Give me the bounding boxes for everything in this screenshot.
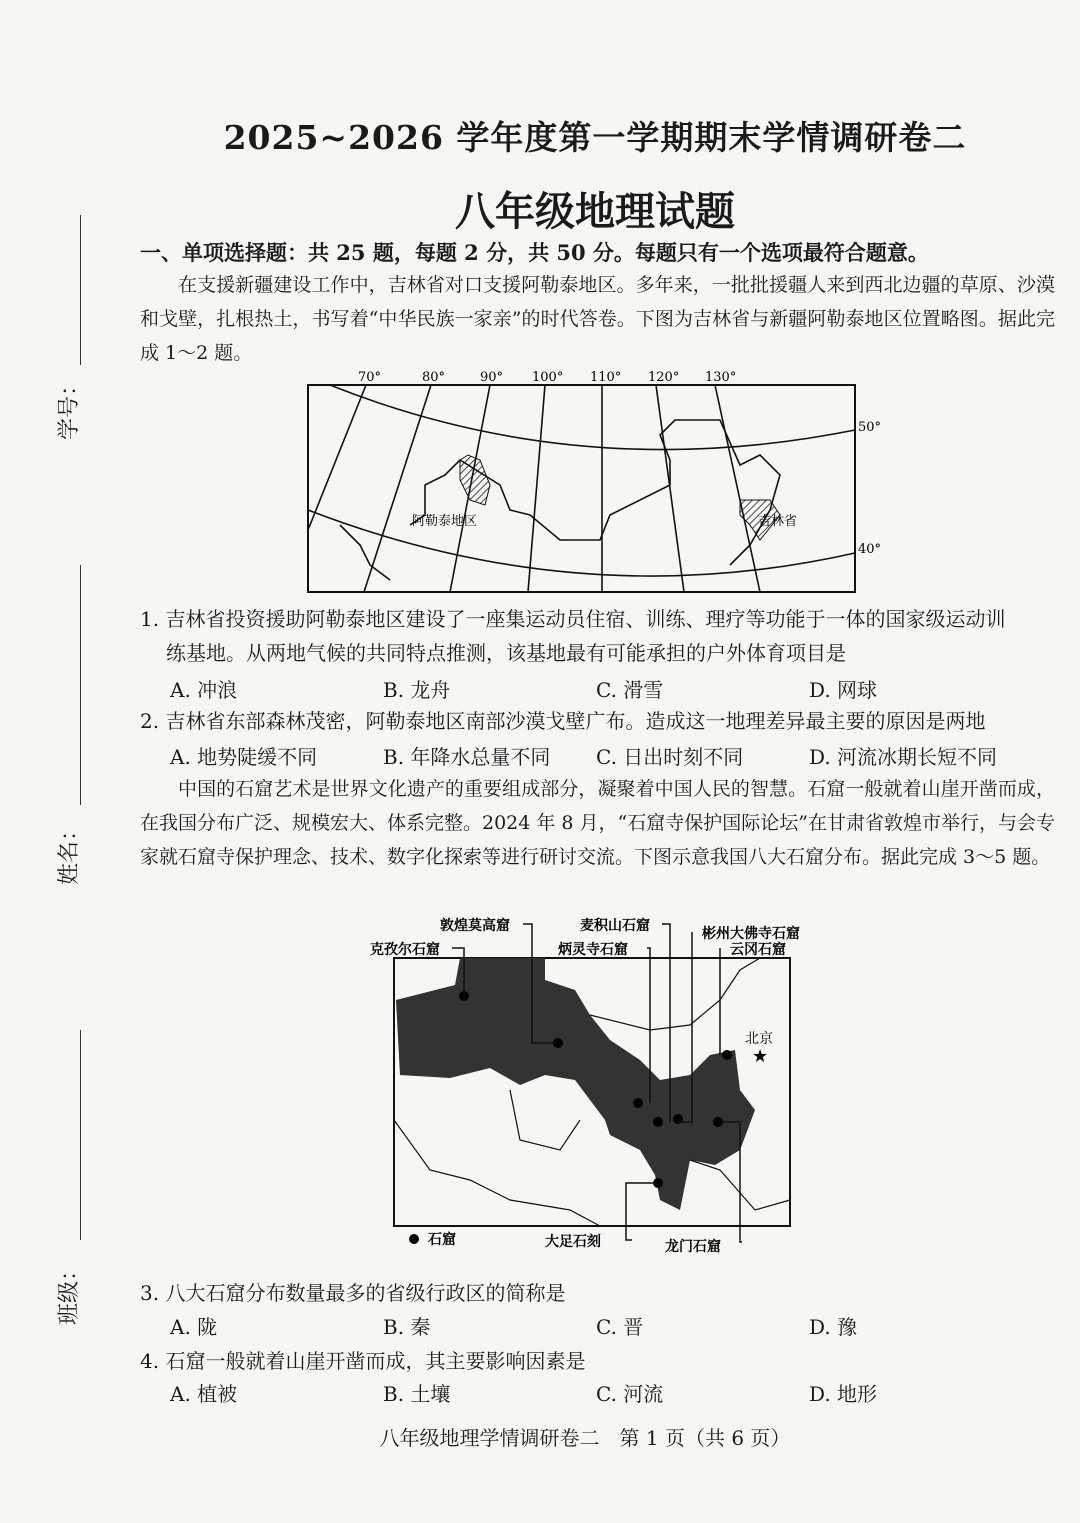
- label-maijishan: 麦积山石窟: [580, 918, 650, 934]
- question-4: [140, 1344, 1055, 1378]
- beijing-star-icon: ★: [752, 1046, 769, 1067]
- question-3: [140, 1276, 1055, 1310]
- lon-label: 110°: [590, 370, 622, 385]
- question-1-options: [170, 674, 1050, 703]
- question-3-options: [170, 1311, 1050, 1340]
- label-dazu: 大足石刻: [545, 1234, 601, 1250]
- jilin-label: 吉林省: [758, 514, 798, 529]
- label-binzhou: 彬州大佛寺石窟: [702, 926, 800, 942]
- lat-label: 40°: [858, 542, 882, 557]
- passage-1: 在支援新疆建设工作中，吉林省对口支援阿勒泰地区。多年来，一批批援疆人来到西北边疆的草原、沙漠和戈壁，扎根热土，书写着“中华民族一家亲”的时代答卷。下图为吉林省与新疆阿勒泰地区位置略图。据此完成 1～2 题。: [140, 274, 1055, 364]
- label-kizil: 克孜尔石窟: [370, 942, 440, 958]
- question-2-options: [170, 741, 1050, 770]
- passage-2: 中国的石窟艺术是世界文化遗产的重要组成部分，凝聚着中国人民的智慧。石窟一般就着山崖开凿而成，在我国分布广泛、规模宏大、体系完整。2024 年 8 月，“石窟寺保护国际论坛”在甘肃省敦煌市举行，与会专家就石窟寺保护理念、技术、数字化探索等进行研讨交流。下图示意我国八大石窟分布。据此完成 3～5 题。: [140, 778, 1055, 868]
- class-label: 班级：: [57, 1258, 82, 1325]
- lon-label: 120°: [648, 370, 680, 385]
- option-a[interactable]: A. 地势陡缓不同: [170, 745, 318, 769]
- option-a[interactable]: A. 陇: [170, 1315, 218, 1339]
- label-longmen: 龙门石窟: [665, 1239, 721, 1255]
- lon-label: 70°: [358, 370, 382, 385]
- legend-grotto: 石窟: [428, 1232, 456, 1248]
- question-1: [140, 602, 1055, 670]
- question-stem: 1. 吉林省投资援助阿勒泰地区建设了一座集运动员住宿、训练、理疗等功能于一体的国家级运动训: [140, 607, 1006, 631]
- student-id-label: 学号：: [57, 373, 82, 440]
- option-b[interactable]: B. 龙舟: [383, 678, 451, 702]
- question-stem: 3. 八大石窟分布数量最多的省级行政区的简称是: [140, 1281, 566, 1305]
- question-2: [140, 704, 1055, 738]
- altay-label: 阿勒泰地区: [412, 514, 478, 529]
- binding-line: [80, 1030, 81, 1240]
- lon-label: 130°: [705, 370, 737, 385]
- exam-title: 2025~2026 学年度第一学期期末学情调研卷二: [223, 118, 967, 157]
- option-d[interactable]: D. 地形: [809, 1382, 878, 1406]
- exam-subtitle: 八年级地理试题: [455, 188, 735, 235]
- lon-label: 90°: [480, 370, 504, 385]
- label-beijing: 北京: [745, 1031, 773, 1047]
- option-c[interactable]: C. 滑雪: [596, 678, 664, 702]
- option-b[interactable]: B. 土壤: [383, 1382, 451, 1406]
- question-stem: 2. 吉林省东部森林茂密，阿勒泰地区南部沙漠戈壁广布。造成这一地理差异最主要的原因是两地: [140, 709, 986, 733]
- question-4-options: [170, 1378, 1050, 1407]
- binding-line: [80, 215, 81, 365]
- lon-label: 80°: [422, 370, 446, 385]
- name-label: 姓名：: [57, 818, 82, 885]
- page-footer: 八年级地理学情调研卷二 第 1 页（共 6 页）: [379, 1426, 791, 1450]
- option-c[interactable]: C. 日出时刻不同: [596, 745, 744, 769]
- option-d[interactable]: D. 网球: [809, 678, 878, 702]
- label-yungang: 云冈石窟: [730, 942, 786, 958]
- map-grottoes: [360, 910, 840, 1260]
- label-binglingsi: 炳灵寺石窟: [558, 942, 628, 958]
- map-jilin-altay: [300, 365, 900, 600]
- option-d[interactable]: D. 豫: [809, 1315, 858, 1339]
- section-heading: 一、单项选择题：共 25 题，每题 2 分，共 50 分。每题只有一个选项最符合题意。: [140, 240, 929, 265]
- binding-line: [80, 565, 81, 805]
- option-a[interactable]: A. 植被: [170, 1382, 238, 1406]
- option-b[interactable]: B. 年降水总量不同: [383, 745, 551, 769]
- lat-label: 50°: [858, 420, 882, 435]
- option-c[interactable]: C. 晋: [596, 1315, 644, 1339]
- label-dunhuang: 敦煌莫高窟: [440, 918, 510, 934]
- question-stem: 4. 石窟一般就着山崖开凿而成，其主要影响因素是: [140, 1349, 586, 1373]
- option-d[interactable]: D. 河流冰期长短不同: [809, 745, 998, 769]
- lon-label: 100°: [532, 370, 564, 385]
- option-a[interactable]: A. 冲浪: [170, 678, 238, 702]
- question-stem-cont: 练基地。从两地气候的共同特点推测，该基地最有可能承担的户外体育项目是: [166, 641, 846, 665]
- option-c[interactable]: C. 河流: [596, 1382, 664, 1406]
- option-b[interactable]: B. 秦: [383, 1315, 431, 1339]
